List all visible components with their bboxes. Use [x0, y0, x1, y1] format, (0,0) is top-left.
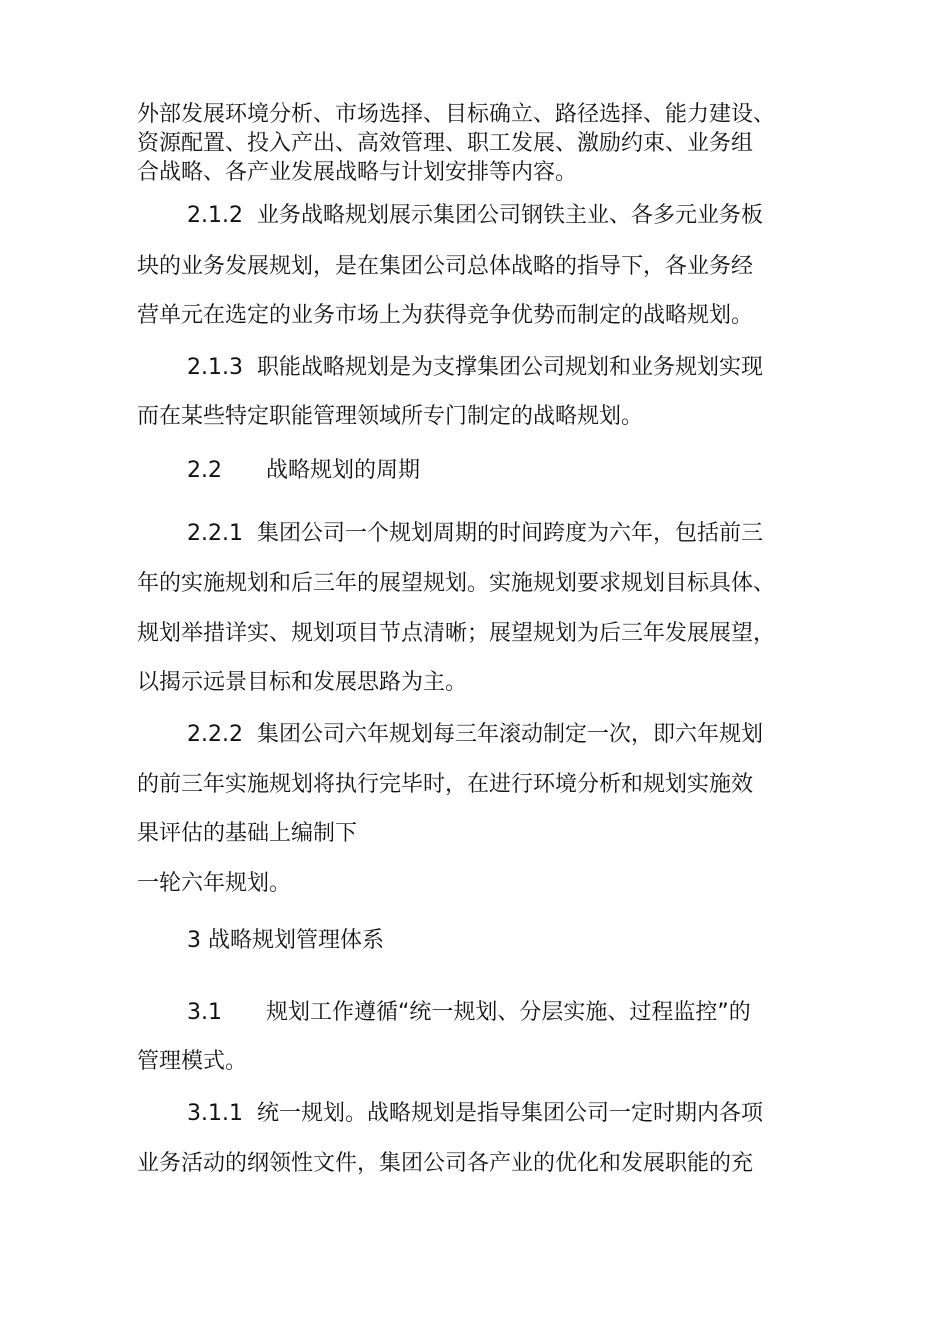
paragraph-line: 果评估的基础上编制下 — [137, 821, 358, 846]
paragraph-line: 而在某些特定职能管理领域所专门制定的战略规划。 — [137, 404, 644, 429]
paragraph-line: 块的业务发展规划，是在集团公司总体战略的指导下，各业务经 — [137, 254, 754, 279]
paragraph-line: 营单元在选定的业务市场上为获得竞争优势而制定的战略规划。 — [137, 303, 754, 328]
paragraph-line: 业务活动的纲领性文件，集团公司各产业的优化和发展职能的充 — [137, 1151, 754, 1176]
section-number: 2.2.1 — [187, 521, 243, 546]
paragraph-line: 一轮六年规划。 — [137, 871, 292, 896]
paragraph-3-1-1-first-line — [187, 1099, 763, 1129]
paragraph-line: 合战略、各产业发展战略与计划安排等内容。 — [137, 160, 578, 185]
section-number: 2.2 — [187, 458, 222, 483]
section-title: 战略规划的周期 — [266, 458, 421, 483]
paragraph-line: 职能战略规划是为支撑集团公司规划和业务规划实现 — [256, 355, 763, 380]
paragraph-2-2-1-first-line — [187, 519, 763, 549]
paragraph-3-1-first-line — [187, 998, 751, 1028]
paragraph-line: 以揭示远景目标和发展思路为主。 — [137, 670, 468, 695]
paragraph-line: 管理模式。 — [137, 1049, 248, 1074]
section-heading-2-2 — [187, 456, 420, 486]
paragraph-line: 统一规划。战略规划是指导集团公司一定时期内各项 — [256, 1101, 763, 1126]
paragraph-2-1-2-first-line — [187, 201, 763, 231]
section-number: 3.1 — [187, 1000, 222, 1025]
section-number: 2.1.2 — [187, 203, 243, 228]
paragraph-2-2-2-first-line — [187, 720, 763, 750]
section-number: 2.1.3 — [187, 355, 243, 380]
section-number: 3.1.1 — [187, 1101, 243, 1126]
paragraph-line: 规划举措详实、规划项目节点清晰；展望规划为后三年发展展望， — [137, 621, 776, 646]
section-heading-3: 3 战略规划管理体系 — [187, 928, 384, 953]
section-number: 2.2.2 — [187, 722, 243, 747]
paragraph-line: 资源配置、投入产出、高效管理、职工发展、激励约束、业务组 — [137, 131, 754, 156]
paragraph-line: 的前三年实施规划将执行完毕时，在进行环境分析和规划实施效 — [137, 772, 754, 797]
paragraph-line: 集团公司六年规划每三年滚动制定一次，即六年规划 — [256, 722, 763, 747]
paragraph-line: 集团公司一个规划周期的时间跨度为六年，包括前三 — [256, 521, 763, 546]
paragraph-line: 年的实施规划和后三年的展望规划。实施规划要求规划目标具体、 — [137, 571, 776, 596]
paragraph-line: 外部发展环境分析、市场选择、目标确立、路径选择、能力建设、 — [137, 102, 776, 127]
paragraph-line: 业务战略规划展示集团公司钢铁主业、各多元业务板 — [256, 203, 763, 228]
paragraph-2-1-3-first-line — [187, 353, 763, 383]
paragraph-line: 规划工作遵循“统一规划、分层实施、过程监控”的 — [266, 1000, 751, 1025]
